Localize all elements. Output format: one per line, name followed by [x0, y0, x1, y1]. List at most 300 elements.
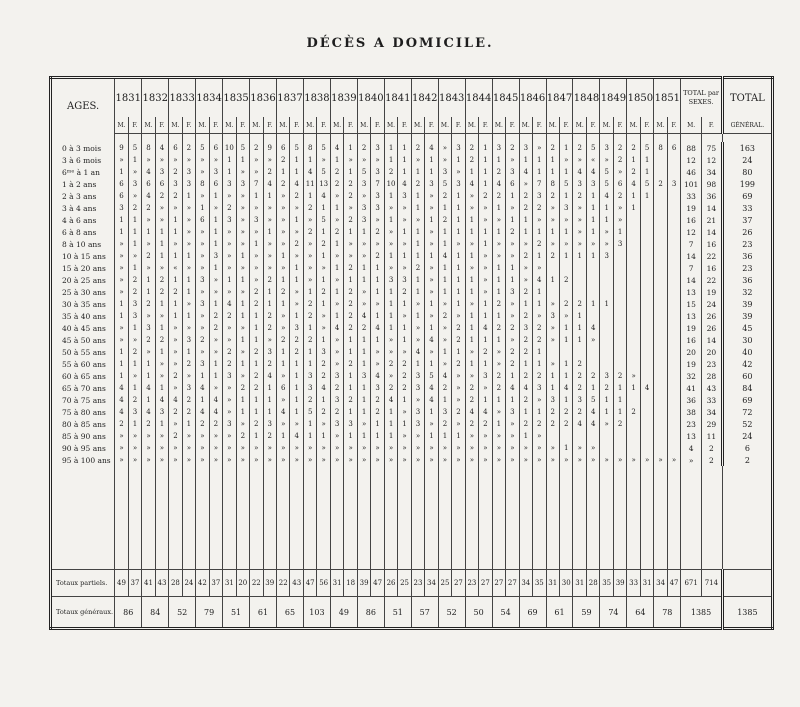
female-header: F.: [613, 117, 626, 134]
cell-value: 3: [209, 250, 222, 262]
cell-value: 1: [371, 286, 384, 298]
cell-value: 1: [411, 202, 424, 214]
cell-value: 1: [452, 214, 465, 226]
cell-value: 2: [573, 382, 586, 394]
cell-value: 2: [344, 286, 357, 298]
cell-value: »: [586, 454, 599, 466]
total-female: 29: [702, 418, 723, 430]
cell-value: 1: [357, 346, 370, 358]
cell-value: »: [613, 166, 626, 178]
partial-total: 35: [600, 570, 613, 597]
cell-value: 1: [236, 358, 249, 370]
cell-value: »: [411, 322, 424, 334]
female-header: F.: [560, 117, 573, 134]
cell-value: »: [330, 298, 343, 310]
cell-value: 5: [128, 142, 141, 154]
cell-value: »: [277, 322, 290, 334]
cell-value: 6: [613, 178, 626, 190]
cell-value: 4: [519, 382, 532, 394]
total-female: 16: [702, 262, 723, 274]
cell-value: 1: [330, 286, 343, 298]
total-male: 7: [681, 262, 702, 274]
cell-value: »: [169, 202, 182, 214]
general-total-all: 1385: [722, 597, 772, 629]
cell-value: [627, 238, 640, 250]
cell-value: 1: [182, 418, 195, 430]
cell-value: 1: [479, 142, 492, 154]
cell-value: 1: [506, 274, 519, 286]
cell-value: »: [250, 202, 263, 214]
cell-value: 2: [506, 322, 519, 334]
partial-total: 33: [627, 570, 640, 597]
total-female: 20: [702, 346, 723, 358]
cell-value: »: [425, 202, 438, 214]
cell-value: 1: [398, 322, 411, 334]
cell-value: 1: [465, 286, 478, 298]
cell-value: 1: [357, 274, 370, 286]
cell-value: »: [128, 190, 141, 202]
cell-value: 1: [425, 250, 438, 262]
general-total: 79: [196, 597, 223, 629]
cell-value: 3: [600, 370, 613, 382]
year-header: 1833: [169, 78, 196, 118]
cell-value: 1: [384, 430, 397, 442]
female-header: F.: [344, 117, 357, 134]
cell-value: 1: [128, 418, 141, 430]
cell-value: »: [209, 454, 222, 466]
cell-value: 1: [196, 202, 209, 214]
cell-value: »: [169, 454, 182, 466]
cell-value: 1: [277, 430, 290, 442]
cell-value: 2: [573, 358, 586, 370]
cell-value: 5: [290, 142, 303, 154]
cell-value: 1: [560, 370, 573, 382]
cell-value: 2: [169, 370, 182, 382]
cell-value: 2: [519, 334, 532, 346]
cell-value: »: [236, 286, 249, 298]
cell-value: »: [209, 334, 222, 346]
total-male: 32: [681, 370, 702, 382]
cell-value: 3: [371, 382, 384, 394]
cell-value: [600, 322, 613, 334]
cell-value: »: [506, 310, 519, 322]
table-row: [51, 310, 773, 322]
partial-total: 27: [506, 570, 519, 597]
year-header: 1848: [573, 78, 600, 118]
cell-value: 2: [250, 298, 263, 310]
cell-value: 5: [317, 142, 330, 154]
cell-value: 4: [506, 382, 519, 394]
cell-value: »: [533, 262, 546, 274]
cell-value: [667, 310, 680, 322]
cell-value: 2: [533, 322, 546, 334]
cell-value: 1: [479, 154, 492, 166]
cell-value: »: [452, 370, 465, 382]
cell-value: 1: [250, 394, 263, 406]
cell-value: [613, 250, 626, 262]
cell-value: 4: [330, 322, 343, 334]
cell-value: »: [196, 190, 209, 202]
cell-value: 1: [492, 202, 505, 214]
cell-value: »: [303, 238, 316, 250]
partial-total: 27: [479, 570, 492, 597]
cell-value: 4: [263, 370, 276, 382]
cell-value: »: [533, 442, 546, 454]
cell-value: 1: [492, 262, 505, 274]
cell-value: [600, 274, 613, 286]
cell-value: »: [357, 286, 370, 298]
total-female: 2: [702, 454, 723, 466]
cell-value: 1: [519, 430, 532, 442]
cell-value: 1: [182, 250, 195, 262]
cell-value: 3: [398, 190, 411, 202]
partial-total: 25: [398, 570, 411, 597]
cell-value: »: [479, 286, 492, 298]
cell-value: 3: [398, 274, 411, 286]
cell-value: »: [196, 262, 209, 274]
table-row: [51, 418, 773, 430]
cell-value: »: [290, 226, 303, 238]
cell-value: 2: [519, 190, 532, 202]
general-total: 86: [115, 597, 142, 629]
cell-value: 3: [573, 178, 586, 190]
cell-value: 2: [519, 370, 532, 382]
cell-value: 2: [290, 346, 303, 358]
cell-value: 2: [357, 322, 370, 334]
cell-value: »: [142, 454, 155, 466]
cell-value: 1: [290, 154, 303, 166]
cell-value: 1: [196, 370, 209, 382]
cell-value: 1: [250, 322, 263, 334]
cell-value: [560, 262, 573, 274]
cell-value: 1: [115, 310, 128, 322]
cell-value: 6: [506, 178, 519, 190]
cell-value: »: [560, 454, 573, 466]
cell-value: »: [492, 214, 505, 226]
cell-value: [640, 394, 653, 406]
cell-value: 3: [303, 370, 316, 382]
cell-value: 1: [209, 370, 222, 382]
cell-value: [573, 346, 586, 358]
cell-value: »: [277, 262, 290, 274]
cell-value: 3: [169, 178, 182, 190]
cell-value: 3: [452, 142, 465, 154]
cell-value: [600, 442, 613, 454]
cell-value: 2: [560, 274, 573, 286]
totaux-generaux-row: [51, 597, 773, 629]
cell-value: 2: [533, 418, 546, 430]
cell-value: 1: [155, 226, 168, 238]
cell-value: 1: [384, 142, 397, 154]
cell-value: »: [533, 394, 546, 406]
cell-value: [654, 370, 667, 382]
cell-value: 2: [182, 142, 195, 154]
cell-value: 3: [182, 382, 195, 394]
cell-value: [667, 190, 680, 202]
cell-value: 2: [452, 322, 465, 334]
cell-value: »: [479, 382, 492, 394]
female-header: F.: [479, 117, 492, 134]
total-general: 36: [722, 250, 772, 262]
cell-value: »: [223, 406, 236, 418]
total-female: 11: [702, 430, 723, 442]
total-general: 42: [722, 358, 772, 370]
general-total: 86: [357, 597, 384, 629]
cell-value: »: [223, 430, 236, 442]
general-total: 78: [654, 597, 681, 629]
cell-value: »: [586, 238, 599, 250]
cell-value: »: [250, 154, 263, 166]
cell-value: »: [128, 370, 141, 382]
partial-total: 35: [533, 570, 546, 597]
cell-value: »: [330, 442, 343, 454]
cell-value: [667, 442, 680, 454]
total-male: »: [681, 454, 702, 466]
cell-value: 1: [627, 202, 640, 214]
cell-value: 1: [533, 298, 546, 310]
cell-value: 2: [465, 394, 478, 406]
cell-value: 2: [290, 190, 303, 202]
male-header: M.: [223, 117, 236, 134]
cell-value: 1: [303, 358, 316, 370]
cell-value: [654, 238, 667, 250]
cell-value: 2: [573, 190, 586, 202]
cell-value: 2: [398, 286, 411, 298]
cell-value: [654, 190, 667, 202]
female-header: F.: [290, 117, 303, 134]
cell-value: 1: [465, 334, 478, 346]
cell-value: 2: [155, 334, 168, 346]
cell-value: 1: [438, 226, 451, 238]
table-row: [51, 358, 773, 370]
cell-value: 1: [398, 418, 411, 430]
cell-value: »: [317, 154, 330, 166]
cell-value: 1: [586, 382, 599, 394]
cell-value: 1: [546, 382, 559, 394]
cell-value: »: [452, 418, 465, 430]
cell-value: 1: [425, 322, 438, 334]
cell-value: 4: [519, 166, 532, 178]
total-male: 101: [681, 178, 702, 190]
total-general: 72: [722, 406, 772, 418]
total-male: 7: [681, 238, 702, 250]
cell-value: 3: [371, 166, 384, 178]
cell-value: [667, 322, 680, 334]
cell-value: 2: [223, 202, 236, 214]
cell-value: »: [317, 310, 330, 322]
table-row: [51, 190, 773, 202]
cell-value: »: [263, 334, 276, 346]
cell-value: »: [223, 442, 236, 454]
cell-value: 1: [465, 358, 478, 370]
year-header: 1844: [465, 78, 492, 118]
age-group-label: 80 à 85 ans: [51, 418, 115, 430]
cell-value: 1: [506, 370, 519, 382]
cell-value: 2: [209, 418, 222, 430]
cell-value: »: [223, 238, 236, 250]
cell-value: [627, 298, 640, 310]
cell-value: 2: [250, 418, 263, 430]
cell-value: 4: [627, 178, 640, 190]
cell-value: [627, 310, 640, 322]
cell-value: 2: [182, 358, 195, 370]
cell-value: »: [155, 202, 168, 214]
cell-value: 1: [263, 406, 276, 418]
cell-value: 2: [546, 418, 559, 430]
cell-value: [586, 346, 599, 358]
age-group-label: 1 à 2 ans: [51, 178, 115, 190]
cell-value: 1: [128, 226, 141, 238]
cell-value: [667, 166, 680, 178]
cell-value: »: [411, 430, 424, 442]
cell-value: 1: [425, 358, 438, 370]
cell-value: 4: [425, 142, 438, 154]
cell-value: 2: [384, 358, 397, 370]
cell-value: »: [627, 370, 640, 382]
cell-value: 2: [519, 418, 532, 430]
cell-value: 1: [573, 334, 586, 346]
cell-value: 1: [398, 250, 411, 262]
partial-total: 42: [196, 570, 209, 597]
cell-value: »: [155, 454, 168, 466]
cell-value: [654, 406, 667, 418]
cell-value: »: [452, 394, 465, 406]
cell-value: 1: [411, 190, 424, 202]
cell-value: »: [492, 442, 505, 454]
male-header: M.: [465, 117, 478, 134]
cell-value: 2: [169, 406, 182, 418]
total-male: 46: [681, 166, 702, 178]
cell-value: »: [223, 226, 236, 238]
cell-value: »: [263, 214, 276, 226]
cell-value: 2: [277, 154, 290, 166]
cell-value: 5: [317, 166, 330, 178]
age-group-label: 85 à 90 ans: [51, 430, 115, 442]
cell-value: 2: [371, 226, 384, 238]
cell-value: 8: [142, 142, 155, 154]
cell-value: 6: [209, 142, 222, 154]
cell-value: »: [465, 298, 478, 310]
cell-value: 1: [479, 238, 492, 250]
cell-value: »: [398, 430, 411, 442]
cell-value: 1: [236, 394, 249, 406]
cell-value: 1: [492, 334, 505, 346]
cell-value: »: [250, 166, 263, 178]
cell-value: »: [452, 166, 465, 178]
cell-value: »: [411, 334, 424, 346]
cell-value: 2: [142, 418, 155, 430]
cell-value: [560, 430, 573, 442]
general-total: 52: [169, 597, 196, 629]
cell-value: 4: [398, 178, 411, 190]
general-total: 69: [519, 597, 546, 629]
cell-value: 1: [560, 358, 573, 370]
cell-value: »: [317, 322, 330, 334]
total-male: 13: [681, 286, 702, 298]
total-male: 4: [681, 442, 702, 454]
cell-value: 2: [479, 190, 492, 202]
cell-value: 2: [263, 166, 276, 178]
cell-value: »: [155, 310, 168, 322]
cell-value: »: [155, 214, 168, 226]
cell-value: 3: [115, 202, 128, 214]
cell-value: 1: [465, 250, 478, 262]
cell-value: »: [263, 238, 276, 250]
cell-value: »: [155, 358, 168, 370]
cell-value: 1: [115, 346, 128, 358]
cell-value: 2: [250, 370, 263, 382]
female-header: F.: [506, 117, 519, 134]
cell-value: »: [452, 454, 465, 466]
cell-value: »: [290, 418, 303, 430]
cell-value: »: [236, 214, 249, 226]
cell-value: 1: [438, 346, 451, 358]
cell-value: »: [371, 442, 384, 454]
cell-value: 2: [384, 382, 397, 394]
total-male: 23: [681, 418, 702, 430]
cell-value: [586, 310, 599, 322]
cell-value: [667, 274, 680, 286]
cell-value: »: [506, 154, 519, 166]
male-header: M.: [492, 117, 505, 134]
cell-value: [586, 430, 599, 442]
cell-value: 2: [344, 178, 357, 190]
total-male: 12: [681, 226, 702, 238]
cell-value: »: [263, 250, 276, 262]
total-general: 39: [722, 298, 772, 310]
table-row: [51, 298, 773, 310]
cell-value: 1: [492, 286, 505, 298]
cell-value: »: [344, 238, 357, 250]
cell-value: 1: [303, 430, 316, 442]
cell-value: 2: [519, 394, 532, 406]
cell-value: »: [533, 430, 546, 442]
total-male: 15: [681, 298, 702, 310]
cell-value: 1: [128, 154, 141, 166]
ages-header: AGES.: [51, 78, 115, 134]
cell-value: 2: [452, 334, 465, 346]
cell-value: [560, 286, 573, 298]
cell-value: »: [196, 238, 209, 250]
cell-value: »: [600, 226, 613, 238]
cell-value: 2: [627, 406, 640, 418]
cell-value: »: [182, 442, 195, 454]
cell-value: [600, 286, 613, 298]
cell-value: 2: [371, 406, 384, 418]
general-total: 51: [384, 597, 411, 629]
cell-value: 4: [209, 394, 222, 406]
cell-value: [667, 154, 680, 166]
cell-value: »: [236, 322, 249, 334]
cell-value: [600, 262, 613, 274]
cell-value: 3: [250, 214, 263, 226]
cell-value: 2: [371, 250, 384, 262]
year-header: 1845: [492, 78, 519, 118]
cell-value: 1: [236, 250, 249, 262]
cell-value: 1: [586, 226, 599, 238]
partial-total: 43: [290, 570, 303, 597]
cell-value: 2: [223, 346, 236, 358]
cell-value: »: [115, 250, 128, 262]
female-header: F.: [452, 117, 465, 134]
cell-value: 3: [411, 370, 424, 382]
cell-value: 1: [627, 154, 640, 166]
cell-value: [640, 202, 653, 214]
cell-value: 1: [277, 358, 290, 370]
cell-value: [640, 310, 653, 322]
cell-value: [613, 274, 626, 286]
cell-value: [627, 250, 640, 262]
